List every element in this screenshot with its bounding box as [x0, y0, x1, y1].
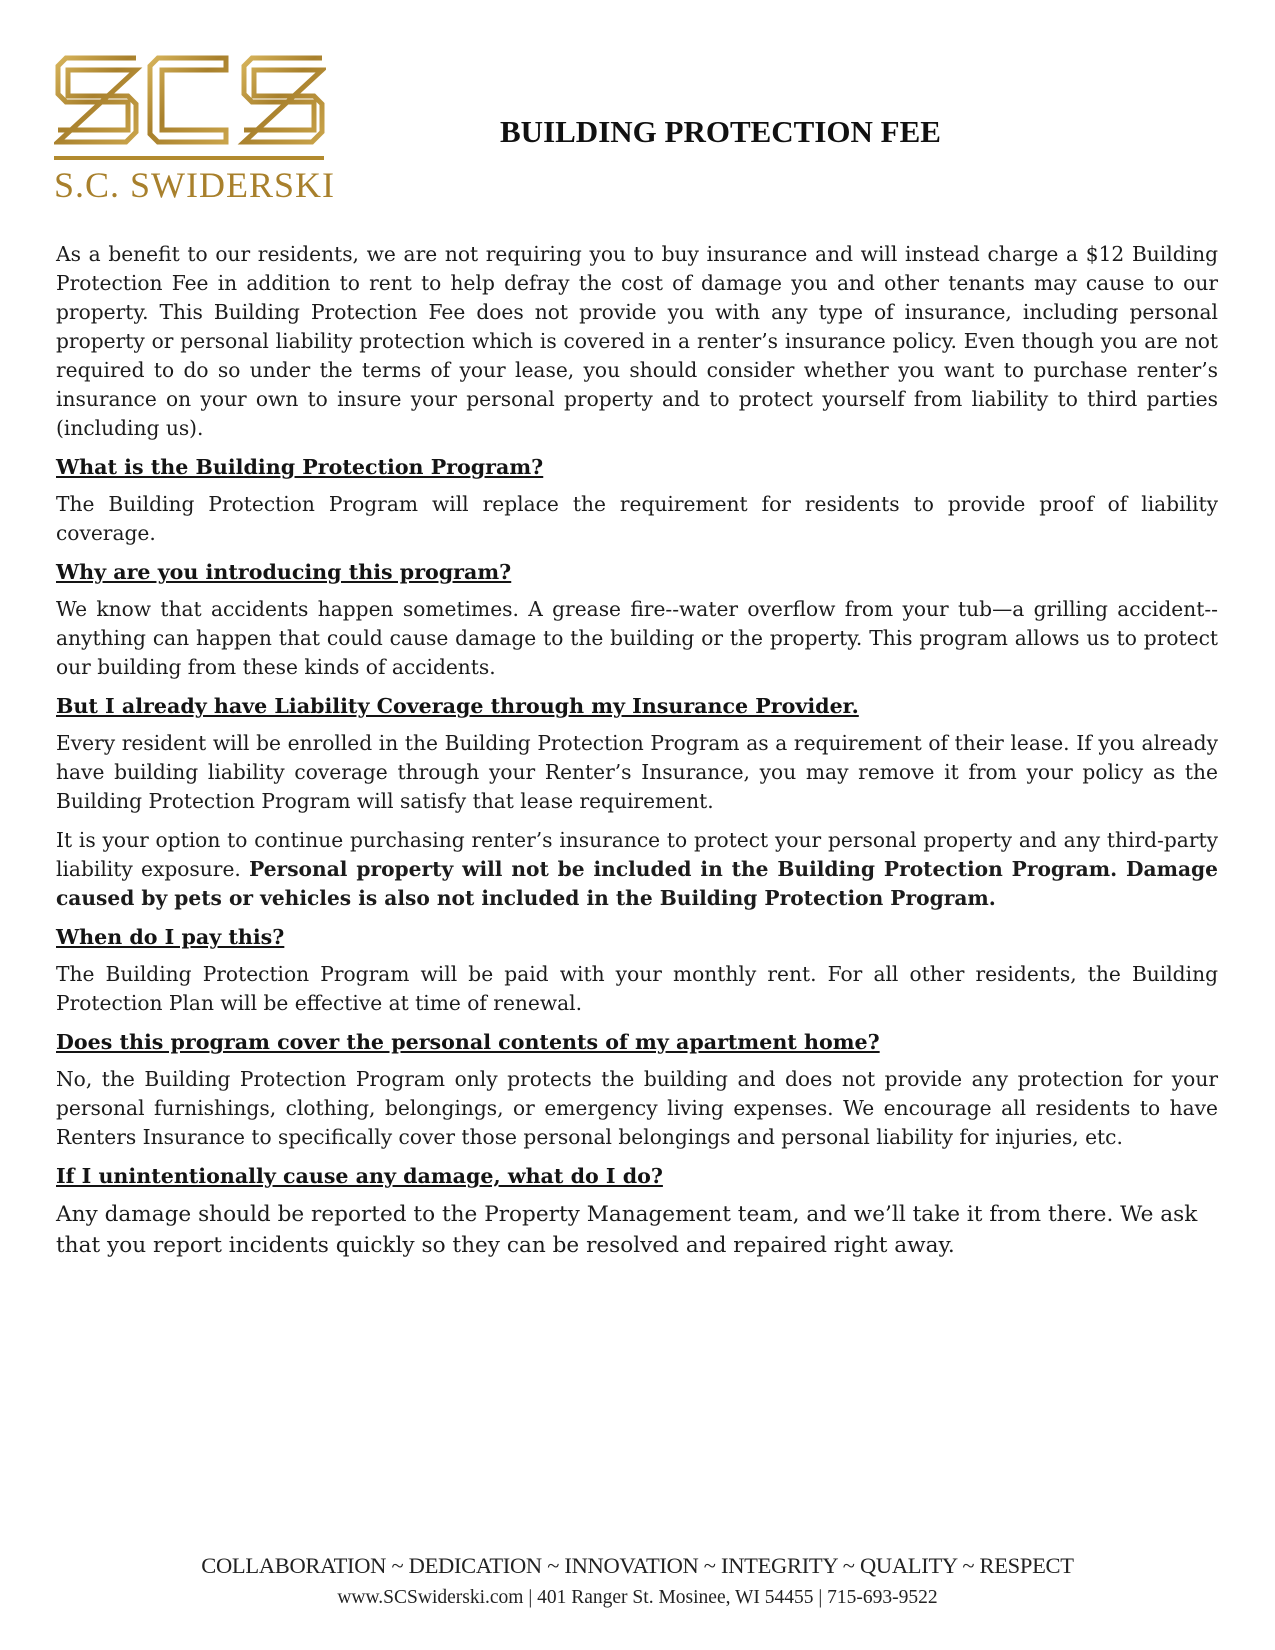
heading-already-have-coverage: But I already have Liability Coverage through my Insurance Provider. — [56, 694, 859, 718]
document-title: BUILDING PROTECTION FEE — [500, 114, 941, 149]
document-body — [56, 240, 1218, 1271]
intro-paragraph: As a benefit to our residents, we are not requiring you to buy insurance and will instead charge a $12 Building Protection Fee in addition to rent to help defray the cost of damage you and other tenants may cause to our property. This Building Protection Fee does not provide you with any type of insurance, including personal property or personal liability protection which is covered in a renter’s insurance policy. Even though you are not required to do so under the terms of your lease, you should consider whether you want to purchase renter’s insurance on your own to insure your personal property and to protect yourself from liability to third parties (including us). — [56, 242, 1218, 440]
option-text: It is your option to continue purchasing renter’s insurance to protect your personal property and any third-party liability exposure. — [56, 828, 1218, 881]
company-name: S.C. SWIDERSKI — [54, 165, 336, 205]
heading-when-pay: When do I pay this? — [56, 925, 285, 949]
exclusions-text: Personal property will not be included in the Building Protection Program. Damage caused by pets or vehicles is also not included in the Building Protection Program. — [56, 857, 1218, 910]
footer-values: COLLABORATION ~ DEDICATION ~ INNOVATION ~ INTEGRITY ~ QUALITY ~ RESPECT — [201, 1553, 1074, 1578]
footer-contact: www.SCSwiderski.com | 401 Ranger St. Mosinee, WI 54455 | 715-693-9522 — [337, 1587, 938, 1608]
scs-monogram — [54, 54, 326, 146]
logo-divider — [54, 156, 324, 160]
heading-what-is-program: What is the Building Protection Program? — [56, 455, 544, 479]
answer-personal-contents: No, the Building Protection Program only protects the building and does not provide any protection for your personal furnishings, clothing, belongings, or emergency living expenses. We encourage all residents to have Renters Insurance to specifically cover those personal belongings and personal liability for injuries, etc. — [56, 1067, 1218, 1149]
answer-already-have-coverage: Every resident will be enrolled in the Building Protection Program as a requirement of their lease. If you already have building liability coverage through your Renter’s Insurance, you may remove it from your policy as the Building Protection Program will satisfy that lease requirement. — [56, 731, 1218, 813]
answer-damage: Any damage should be reported to the Property Management team, and we’ll take it from there. We ask that you report incidents quickly so they can be resolved and repaired right away. — [56, 1202, 1198, 1258]
heading-personal-contents: Does this program cover the personal contents of my apartment home? — [56, 1030, 880, 1054]
answer-why-introduce: We know that accidents happen sometimes. A grease fire--water overflow from your tub—a grilling accident--anything can happen that could cause damage to the building or the property. This program allows us to protect our building from these kinds of accidents. — [56, 597, 1218, 679]
company-logo — [54, 54, 336, 206]
heading-damage: If I unintentionally cause any damage, what do I do? — [56, 1164, 663, 1188]
answer-what-is-program: The Building Protection Program will replace the requirement for residents to provide proof of liability coverage. — [56, 492, 1218, 545]
answer-option-paragraph — [56, 826, 1218, 913]
heading-why-introduce: Why are you introducing this program? — [56, 560, 512, 584]
answer-when-pay: The Building Protection Program will be paid with your monthly rent. For all other residents, the Building Protection Plan will be effective at time of renewal. — [56, 962, 1218, 1015]
